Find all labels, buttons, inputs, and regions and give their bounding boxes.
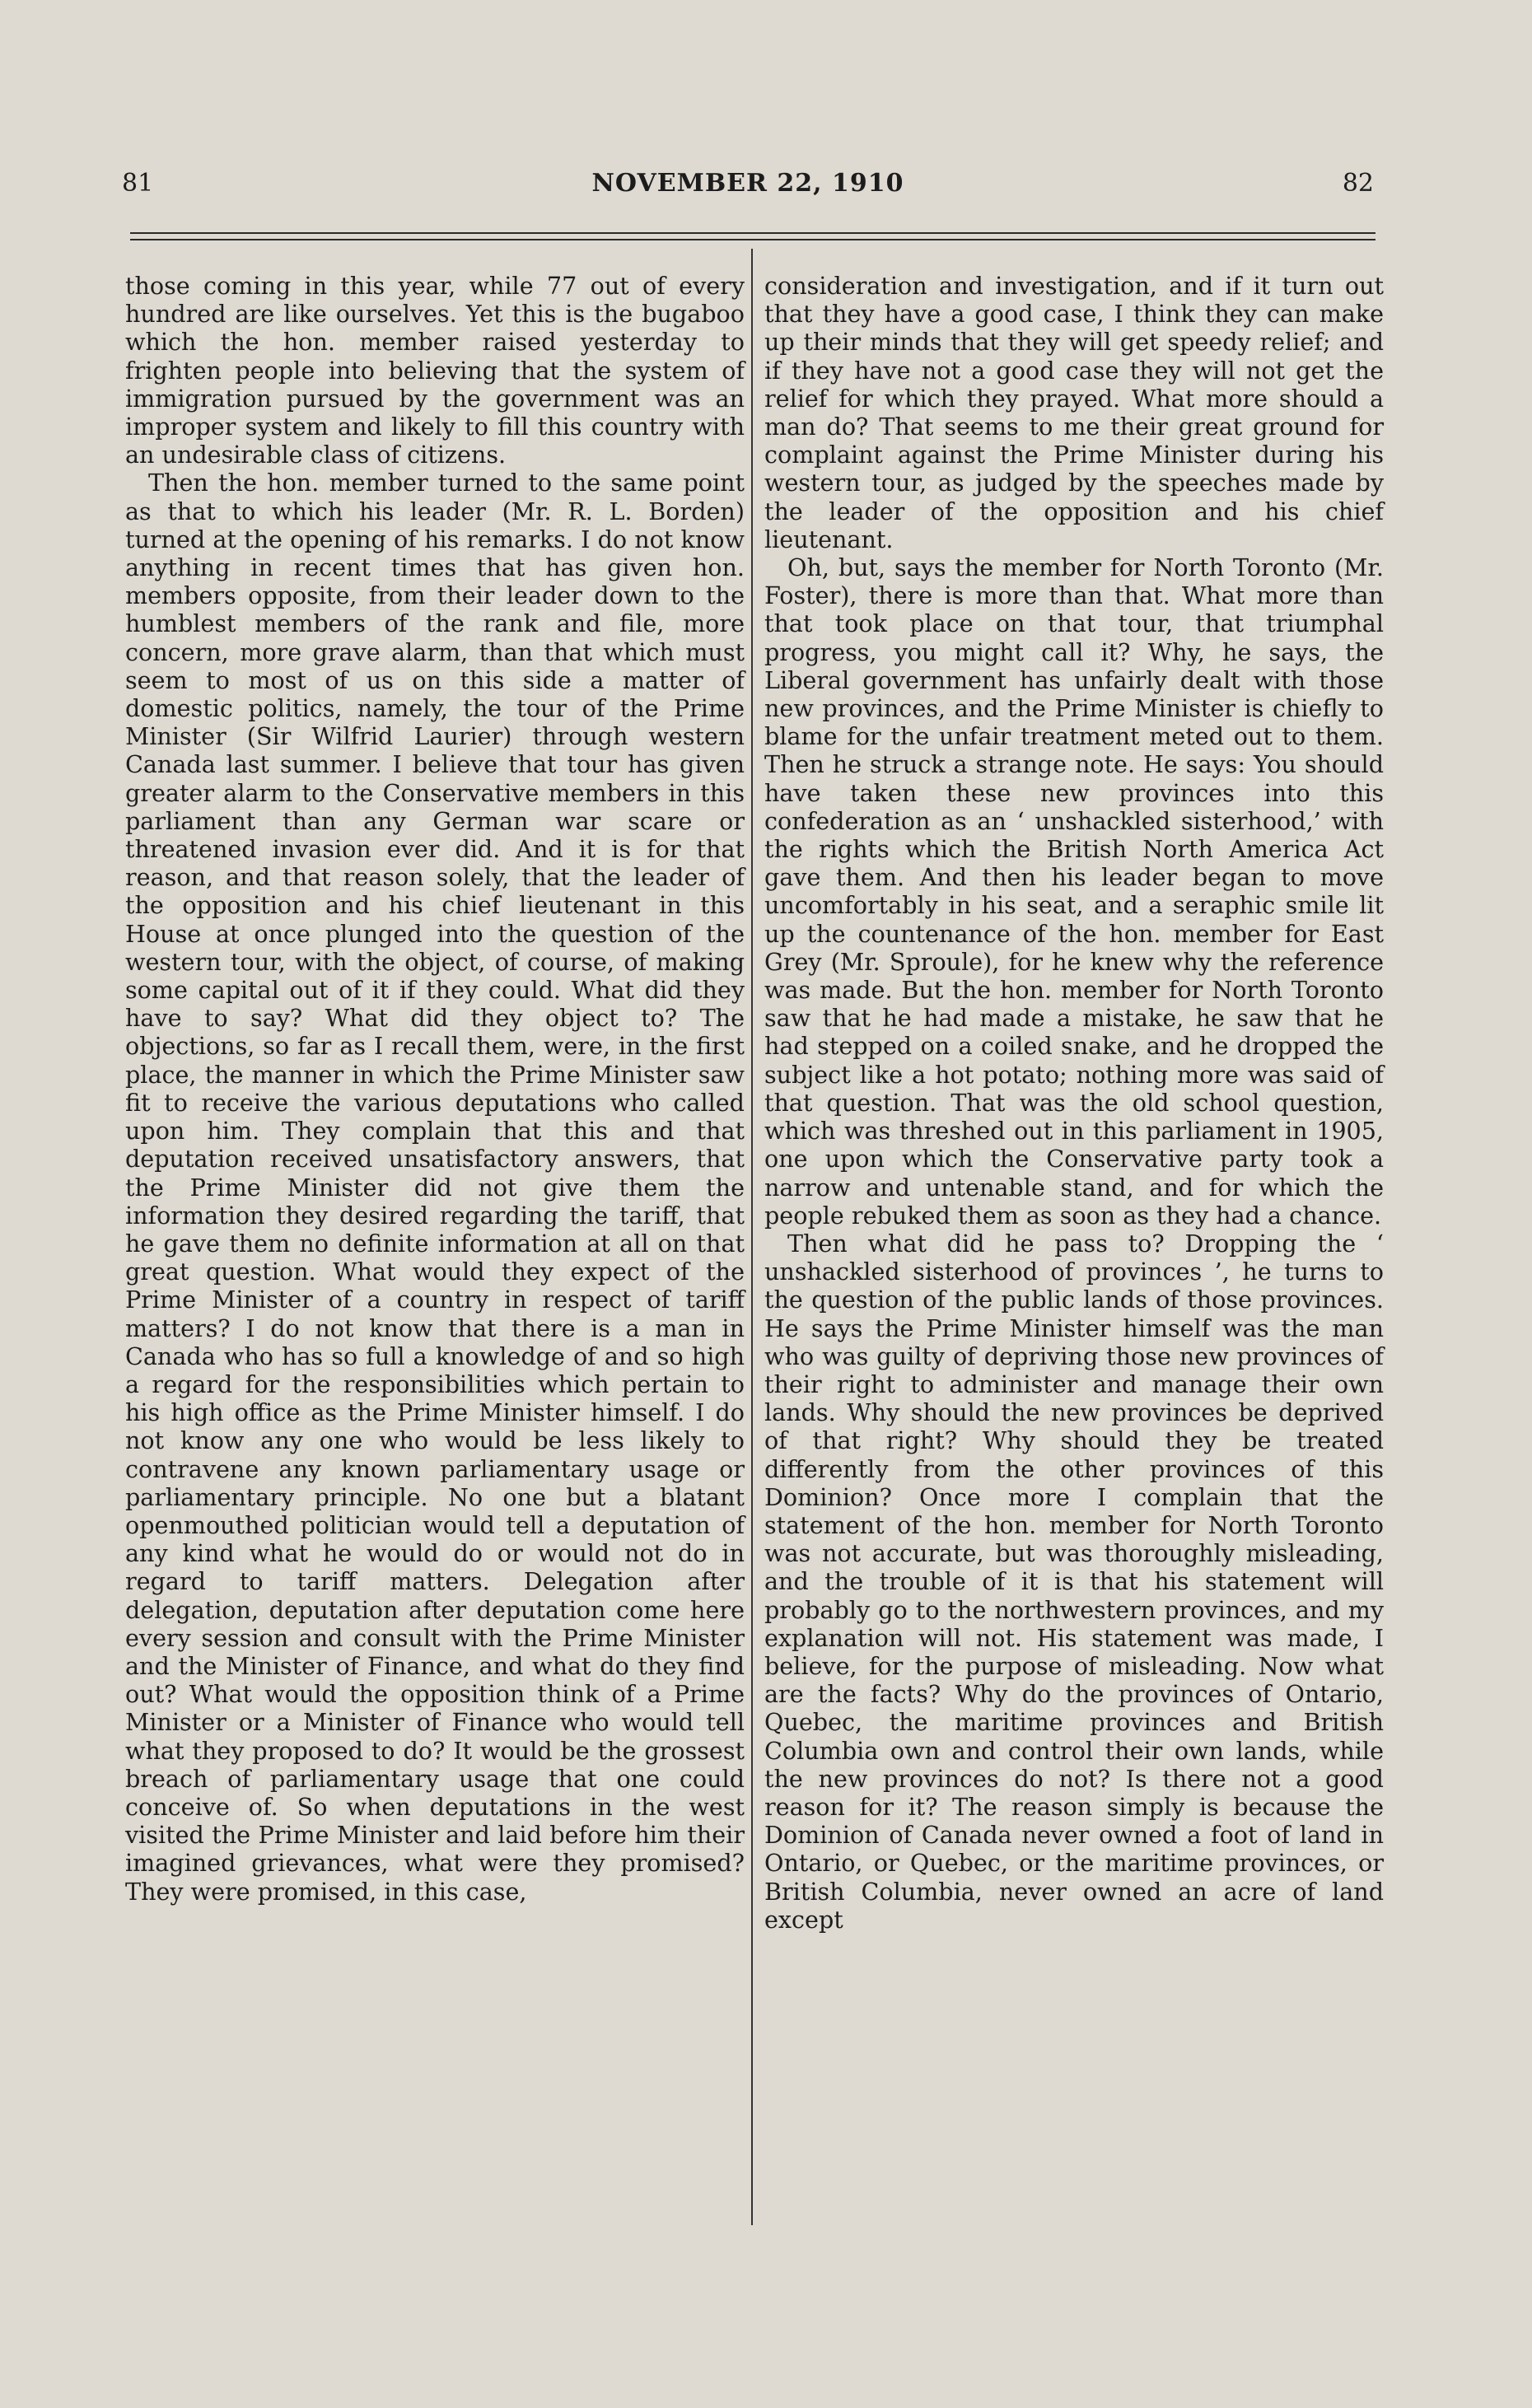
header-rule-bottom: [130, 239, 1376, 240]
left-paragraph-2: Then the hon. member turned to the same point as that to which his leader (Mr. R. L. Borden) turned at the opening of his remarks. I do not know anything in recent times that has given hon. members opposite, from their leader down to the humblest members of the rank and file, more concern, more grave alarm, than that which must seem to most of us on this side a matter of domestic politics, namely, the tour of the Prime Minister (Sir Wilfrid Laurier) through western Canada last summer. I believe that tour has given greater alarm to the Conservative members in this parliament than any German war scare or threatened invasion ever did. And it is for that reason, and that reason solely, that the leader of the opposition and his chief lieutenant in this House at once plunged into the question of the western tour, with the object, of course, of making some capital out of it if they could. What did they have to say? What did they object to? The objections, so far as I recall them, were, in the first place, the manner in which the Prime Minister saw fit to receive the various deputations who called upon him. They complain that this and that deputation received unsatisfactory answers, that the Prime Minister did not give them the information they desired regarding the tariff, that he gave them no definite information at all on that great question. What would they expect of the Prime Minister of a country in respect of tariff matters? I do not know that there is a man in Canada who has so full a knowledge of and so high a regard for the responsibilities which pertain to his high office as the Prime Minister himself. I do not know any one who would be less likely to contravene any known parliamentary usage or parliamentary principle. No one but a blatant openmouthed politician would tell a deputation of any kind what he would do or would not do in regard to tariff matters. Delegation after delegation, deputation after deputation come here every session and consult with the Prime Minister and the Minister of Finance, and what do they find out? What would the opposition think of a Prime Minister or a Minister of Finance who would tell what they proposed to do? It would be the grossest breach of parliamentary usage that one could conceive of. So when deputations in the west visited the Prime Minister and laid before him their imagined grievances, what were they promised? They were promised, in this case,: [125, 469, 745, 1906]
page-number-right: 82: [1342, 169, 1374, 198]
page-header: [122, 169, 1374, 210]
right-column: [764, 272, 1384, 1934]
right-paragraph-2: Oh, but, says the member for North Toronto (Mr. Foster), there is more than that. What more than that took place on that tour, that triumphal progress, you might call it? Why, he says, the Liberal government has unfairly dealt with those new provinces, and the Prime Minister is chiefly to blame for the unfair treatment meted out to them. Then he struck a strange note. He says: You should have taken these new provinces into this confederation as an ‘ unshackled sisterhood,’ with the rights which the British North America Act gave them. And then his leader began to move uncomfortably in his seat, and a seraphic smile lit up the countenance of the hon. member for East Grey (Mr. Sproule), for he knew why the reference was made. But the hon. member for North Toronto saw that he had made a mistake, he saw that he had stepped on a coiled snake, and he dropped the subject like a hot potato; nothing more was said of that question. That was the old school question, which was threshed out in this parliament in 1905, one upon which the Conservative party took a narrow and untenable stand, and for which the people rebuked them as soon as they had a chance.: [764, 553, 1384, 1230]
column-divider: [751, 249, 753, 2225]
right-paragraph-3: Then what did he pass to? Dropping the ‘ unshackled sisterhood of provinces ’, he turns to the question of the public lands of those provinces. He says the Prime Minister himself was the man who was guilty of depriving those new provinces of their right to administer and manage their own lands. Why should the new provinces be deprived of that right? Why should they be treated differently from the other provinces of this Dominion? Once more I complain that the statement of the hon. member for North Toronto was not accurate, but was thoroughly misleading, and the trouble of it is that his statement will probably go to the northwestern provinces, and my explanation will not. His statement was made, I believe, for the purpose of misleading. Now what are the facts? Why do the provinces of Ontario, Quebec, the maritime provinces and British Columbia own and control their own lands, while the new provinces do not? Is there not a good reason for it? The reason simply is because the Dominion of Canada never owned a foot of land in Ontario, or Quebec, or the maritime provinces, or British Columbia, never owned an acre of land except: [764, 1229, 1384, 1934]
right-paragraph-1: consideration and investigation, and if it turn out that they have a good case, I think they can make up their minds that they will get speedy relief; and if they have not a good case they will not get the relief for which they prayed. What more should a man do? That seems to me their great ground for complaint against the Prime Minister during his western tour, as judged by the speeches made by the leader of the opposition and his chief lieutenant.: [764, 272, 1384, 553]
left-paragraph-1: those coming in this year, while 77 out of every hundred are like ourselves. Yet this is the bugaboo which the hon. member raised yesterday to frighten people into believing that the system of immigration pursued by the government was an improper system and likely to fill this country with an undesirable class of citizens.: [125, 272, 745, 469]
page-number-left: 81: [122, 169, 154, 198]
session-date: NOVEMBER 22, 1910: [591, 169, 904, 198]
header-rule-top: [130, 232, 1376, 234]
left-column: [125, 272, 745, 1906]
